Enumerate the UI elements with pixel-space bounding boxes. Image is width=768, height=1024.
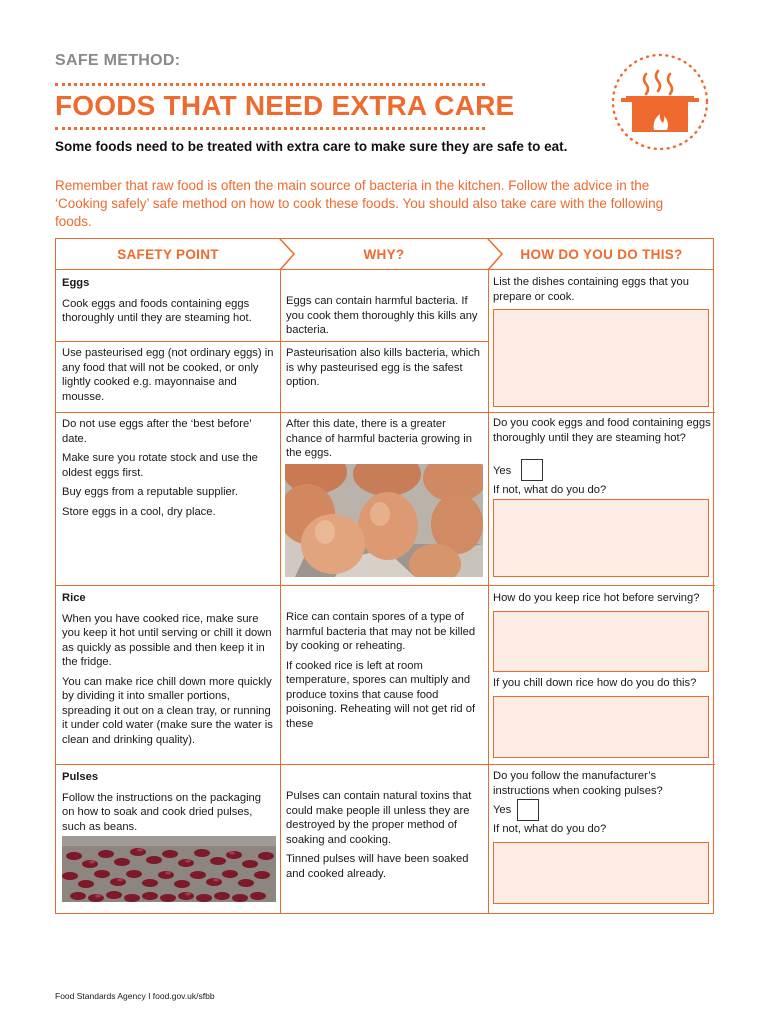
eggs-point-1 (62, 276, 276, 331)
pulses-ifnot-label (493, 822, 711, 842)
grid-line-col1 (280, 270, 281, 913)
eggs-how-1 (493, 275, 711, 309)
eggs-how-3-text: Do you cook eggs and food containing eggs thoroughly until they are steaming hot? (493, 417, 711, 444)
intro-text: Remember that raw food is often the main source of bacteria in the kitchen. Follow the advice in the ‘Cooking safely’ safe method on how to cook these foods. You should also take care with the following foods. (55, 178, 664, 229)
rice-how-1-text: How do you keep rice hot before serving? (493, 592, 700, 604)
rice-how-2-text: If you chill down rice how do you do this? (493, 677, 697, 689)
eggs-photo (285, 464, 483, 577)
eggs-how-1-text: List the dishes containing eggs that you prepare or cook. (493, 276, 689, 303)
dotted-rule-bottom (55, 127, 485, 130)
eggs-ifnot-answer-field[interactable] (493, 499, 709, 577)
column-header-how: HOW DO YOU DO THIS? (520, 247, 683, 262)
safety-table (55, 238, 714, 914)
eggs-how-3 (493, 416, 711, 450)
rice-heading: Rice (62, 592, 86, 604)
eggs-why-2-text: Pasteurisation also kills bacteria, which is why pasteurised egg is the safest option. (286, 347, 481, 388)
eggs-point-3d: Store eggs in a cool, dry place. (62, 505, 216, 518)
eggs-point-3 (62, 417, 276, 524)
rice-hot-answer-field[interactable] (493, 611, 709, 672)
grid-line-pulses (56, 764, 715, 765)
rice-point (62, 591, 276, 752)
pulses-yes-text: Yes (493, 804, 512, 816)
grid-line-eggs-sub2 (56, 412, 715, 413)
eggs-yes-text: Yes (493, 465, 512, 477)
rice-how-1 (493, 591, 711, 611)
eggs-dishes-answer-field[interactable] (493, 309, 709, 407)
rice-how-2 (493, 676, 711, 696)
table-header (56, 239, 713, 270)
eggs-point-2 (62, 346, 276, 409)
eggs-point-1-text: Cook eggs and foods containing eggs thoroughly until they are steaming hot. (62, 297, 252, 324)
page-title: FOODS THAT NEED EXTRA CARE (55, 90, 515, 121)
eggs-yes-checkbox[interactable] (521, 459, 543, 481)
eggs-why-3 (286, 417, 482, 466)
pulses-how-1-text: Do you follow the manufacturer’s instructions when cooking pulses? (493, 770, 663, 797)
cooking-pot-icon (608, 52, 712, 152)
dotted-rule-top (55, 83, 485, 86)
footer-text: Food Standards Agency I food.gov.uk/sfbb (55, 991, 215, 1001)
pulses-why-1: Pulses can contain natural toxins that could make people ill unless they are destroyed by the proper method of soaking and cooking. (286, 790, 472, 846)
eggs-point-3c: Buy eggs from a reputable supplier. (62, 486, 238, 498)
pulses-ifnot-text: If not, what do you do? (493, 823, 607, 835)
eggs-why-1 (286, 294, 482, 343)
page-subtitle: Some foods need to be treated with extra care to make sure they are safe to eat. (55, 139, 568, 154)
rice-why-1: Rice can contain spores of a type of harmful bacteria that may not be killed by cooking or reheating. (286, 611, 476, 652)
pulses-yes-checkbox[interactable] (517, 799, 539, 821)
pulses-how-1 (493, 769, 711, 803)
pulses-point-1: Follow the instructions on the packaging on how to soak and cook dried pulses, such as beans. (62, 791, 262, 833)
eggs-why-2 (286, 346, 482, 395)
pulses-why (286, 789, 482, 886)
pulses-heading: Pulses (62, 771, 99, 783)
pulses-photo (62, 836, 276, 902)
grid-line-rice (56, 585, 715, 586)
eggs-heading: Eggs (62, 277, 90, 289)
eggs-ifnot-text: If not, what do you do? (493, 484, 607, 496)
eggs-point-3b: Make sure you rotate stock and use the oldest eggs first. (62, 452, 258, 479)
rice-why (286, 610, 482, 736)
eggs-yes-label (493, 464, 523, 484)
pulses-ifnot-answer-field[interactable] (493, 842, 709, 904)
eggs-point-2-text: Use pasteurised egg (not ordinary eggs) in any food that will not be cooked, or only lightly cooked e.g. mayonnaise and mousse. (62, 347, 274, 403)
column-header-safety-point: SAFETY POINT (117, 247, 219, 262)
pulses-why-2: Tinned pulses will have been soaked and cooked already. (286, 853, 469, 880)
rice-point-2: You can make rice chill down more quickly by dividing it into smaller portions, spreading it out on a clean tray, or running it under cold water (make sure the water is clean and drinking quality). (62, 675, 273, 746)
kicker: SAFE METHOD: (55, 52, 181, 69)
grid-line-col2 (488, 270, 489, 913)
rice-chill-answer-field[interactable] (493, 696, 709, 758)
eggs-point-3a: Do not use eggs after the ‘best before’ date. (62, 418, 252, 445)
eggs-why-3-text: After this date, there is a greater chance of harmful bacteria growing in the eggs. (286, 418, 472, 459)
rice-point-1: When you have cooked rice, make sure you keep it hot until serving or chill it down as quickly as possible and then keep it in the fridge. (62, 612, 272, 668)
pulses-point (62, 770, 276, 839)
eggs-why-1-text: Eggs can contain harmful bacteria. If you cook them thoroughly this kills any bacteria. (286, 295, 478, 336)
column-header-why: WHY? (363, 247, 405, 262)
rice-why-2: If cooked rice is left at room temperature, spores can multiply and produce toxins that cause food poisoning. Reheating will not get rid of these (286, 659, 476, 730)
